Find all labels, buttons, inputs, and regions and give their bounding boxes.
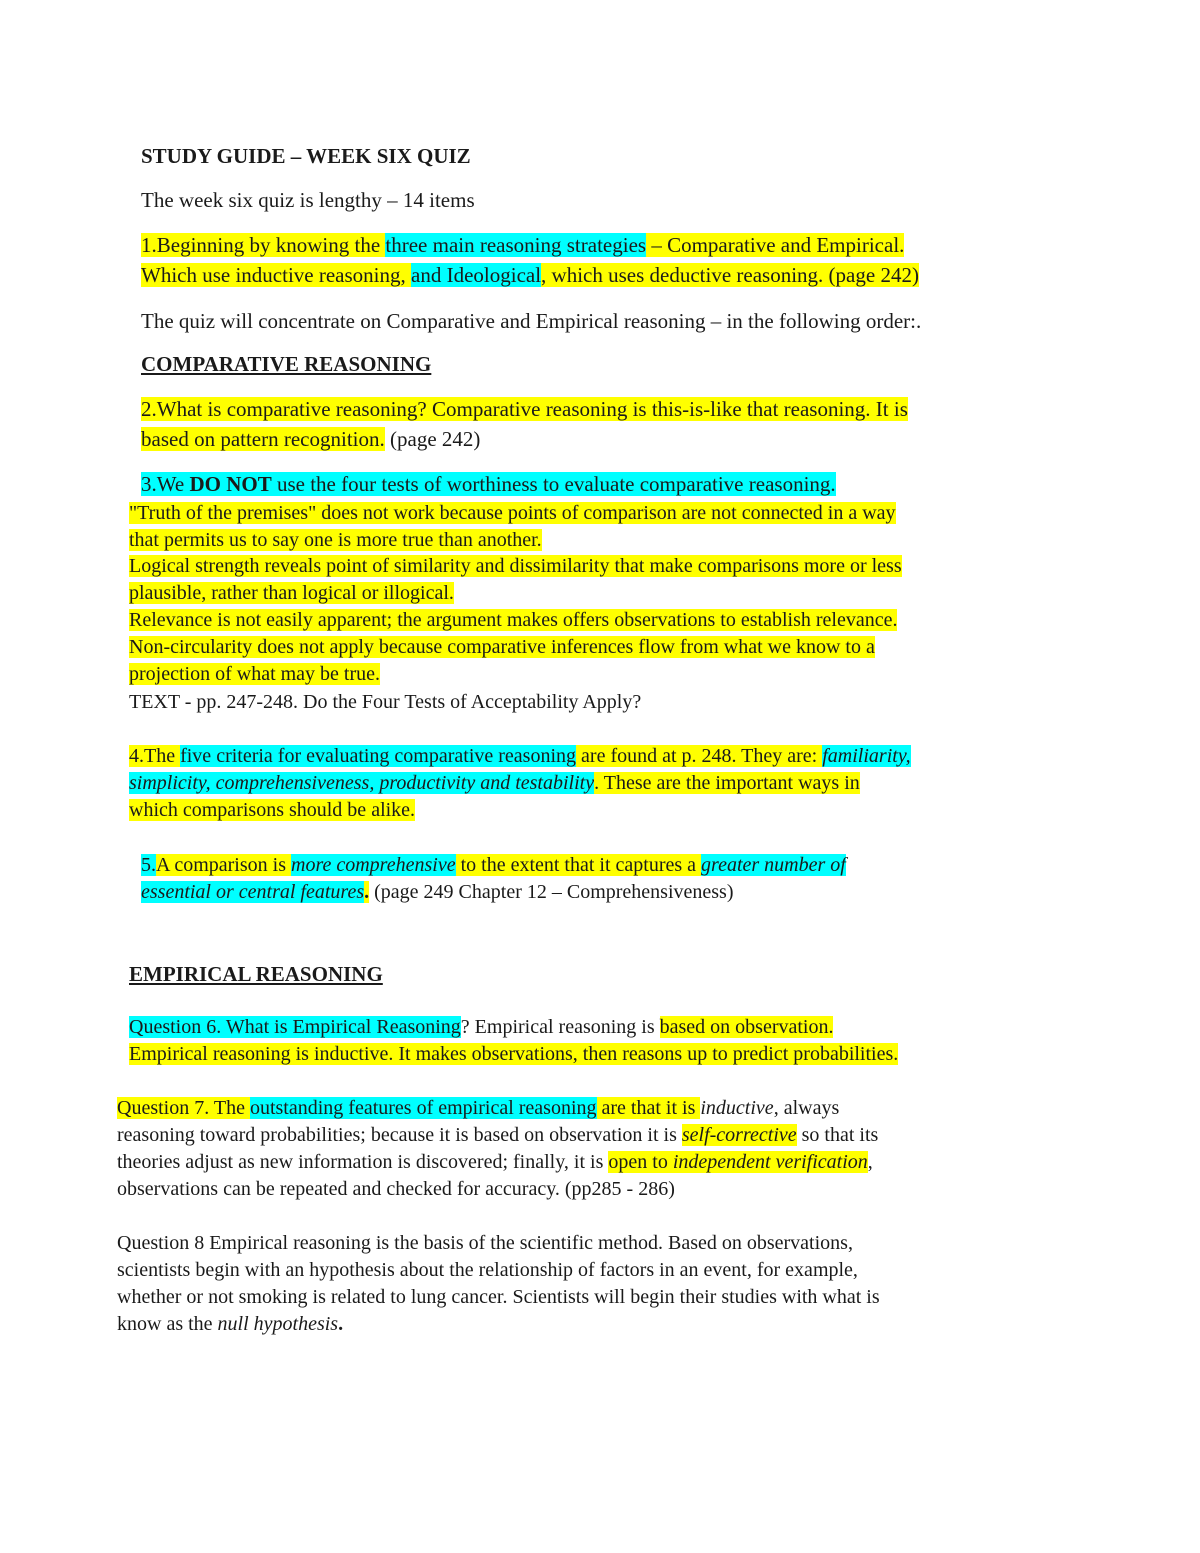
q6-line2 <box>129 1041 898 1068</box>
item3-text: "Truth of the premises" does not work because points of comparison are not connected in a way <box>129 502 896 524</box>
item3-line3 <box>129 553 902 580</box>
item4-part-f: . These are the important ways in <box>594 772 860 794</box>
item2-part-c: based on pattern recognition. <box>141 427 385 451</box>
intro-text: The week six quiz is lengthy – 14 items <box>141 188 475 212</box>
item4-line3 <box>129 797 415 824</box>
item3-text: projection of what may be true. <box>129 663 381 685</box>
q8-line1: Question 8 Empirical reasoning is the basis of the scientific method. Based on observations, <box>117 1232 853 1254</box>
item2-line2 <box>141 424 480 454</box>
item4-part-d: familiarity, <box>822 745 911 767</box>
q6-part-b: ? Empirical reasoning is <box>460 1016 660 1038</box>
q8-line3: whether or not smoking is related to lung cancer. Scientists will begin their studies with what is <box>117 1286 880 1308</box>
item3-text: Relevance is not easily apparent; the argument makes offers observations to establish relevance. <box>129 609 898 631</box>
item5-line1 <box>141 852 846 879</box>
item5-part-d: to the extent that it captures a <box>455 854 702 876</box>
q6-part-a: Question 6. What is Empirical Reasoning <box>129 1016 461 1038</box>
item5-part-a: 5. <box>141 854 156 876</box>
q7-part-g: self-corrective <box>681 1124 797 1146</box>
item2-part-b: ? Comparative reasoning is this-is-like that reasoning. It is <box>417 397 908 421</box>
q7-part-c: are that it is <box>596 1097 701 1119</box>
item4-part-c: are found at p. 248. They are: <box>576 745 823 767</box>
q7-part-d: inductive <box>700 1097 774 1119</box>
item3-part-a: 3.We <box>141 472 190 496</box>
q6-line1 <box>129 1014 833 1041</box>
item3-line4 <box>129 580 454 607</box>
item3-text-reference: TEXT - pp. 247-248. Do the Four Tests of Acceptability Apply? <box>129 691 642 713</box>
q6-part-c: based on observation. <box>659 1016 834 1038</box>
page-title: STUDY GUIDE – WEEK SIX QUIZ <box>141 144 471 168</box>
item5-part-f: essential or central features <box>141 881 365 903</box>
item3-text: Non-circularity does not apply because comparative inferences flow from what we know to a <box>129 636 875 658</box>
q7-part-f: reasoning toward probabilities; because it is based on observation it is <box>117 1124 682 1146</box>
q7-part-m: observations can be repeated and checked for accuracy. (pp285 - 286) <box>117 1178 675 1200</box>
item4-line2 <box>129 770 860 797</box>
item4-part-e: simplicity, comprehensiveness, productivity and testability <box>129 772 595 794</box>
item3-part-b: DO NOT <box>189 472 272 496</box>
q7-line4 <box>117 1176 675 1203</box>
item1-part-e: and Ideological <box>411 263 542 287</box>
q7-part-i: theories adjust as new information is discovered; finally, it is <box>117 1151 609 1173</box>
item3-line2 <box>129 527 542 554</box>
item5-part-b: A comparison is <box>156 854 291 876</box>
item4-part-g: which comparisons should be alike. <box>129 799 416 821</box>
item5-part-g: . <box>364 881 370 903</box>
item4-part-a: 4.The <box>129 745 181 767</box>
q8-part-c: . <box>338 1313 344 1335</box>
item1-part-b: three main reasoning strategies <box>385 233 647 257</box>
item3-line6 <box>129 634 875 661</box>
item3-line5 <box>129 607 897 634</box>
item1-line1 <box>141 230 904 260</box>
item2-line1 <box>141 394 908 424</box>
item1-part-f: , which uses deductive reasoning. (page 242) <box>541 263 919 287</box>
item3-line1 <box>129 500 896 527</box>
order-line: The quiz will concentrate on Comparative and Empirical reasoning – in the following order:. <box>141 309 922 333</box>
q7-line3 <box>117 1149 873 1176</box>
item3-text: that permits us to say one is more true than another. <box>129 529 542 551</box>
q7-part-b: outstanding features of empirical reasoning <box>249 1097 597 1119</box>
item4-part-b: five criteria for evaluating comparative reasoning <box>180 745 577 767</box>
q7-part-h: so that its <box>796 1124 879 1146</box>
q7-line1 <box>117 1095 839 1122</box>
item2-part-a: 2.What is comparative reasoning <box>141 397 418 421</box>
item1-part-d: Which use inductive reasoning, <box>141 263 412 287</box>
q8-part-b: null hypothesis <box>217 1313 339 1335</box>
item3-line7 <box>129 661 380 688</box>
item1-part-a: 1.Beginning by knowing the <box>141 233 386 257</box>
heading-comparative: COMPARATIVE REASONING <box>141 352 432 376</box>
q7-part-j: open to <box>608 1151 673 1173</box>
item3-text: plausible, rather than logical or illogical. <box>129 582 454 604</box>
item1-part-c: – Comparative and Empirical. <box>646 233 905 257</box>
item1-line2 <box>141 260 919 290</box>
item5-part-e: greater number of <box>701 854 846 876</box>
q7-line2 <box>117 1122 878 1149</box>
q7-part-e: , always <box>773 1097 840 1119</box>
item3-heading <box>141 469 836 499</box>
item5-part-c: more comprehensive <box>291 854 456 876</box>
item5-part-h: (page 249 Chapter 12 – Comprehensiveness) <box>369 881 734 903</box>
heading-empirical: EMPIRICAL REASONING <box>129 962 383 986</box>
q7-part-l: , <box>867 1151 873 1173</box>
q8-line2: scientists begin with an hypothesis about the relationship of factors in an event, for example, <box>117 1259 858 1281</box>
item5-line2 <box>141 879 733 906</box>
q7-part-k: independent verification <box>672 1151 868 1173</box>
item3-part-c: use the four tests of worthiness to evaluate comparative reasoning. <box>271 472 836 496</box>
item3-text: Logical strength reveals point of similarity and dissimilarity that make comparisons more or less <box>129 555 902 577</box>
q8-part-a: know as the <box>117 1313 218 1335</box>
item2-part-d: (page 242) <box>384 427 481 451</box>
item4-line1 <box>129 743 911 770</box>
q8-line4 <box>117 1311 343 1338</box>
q6-part-d: Empirical reasoning is inductive. It makes observations, then reasons up to predict probabilities. <box>129 1043 899 1065</box>
q7-part-a: Question 7. The <box>117 1097 250 1119</box>
